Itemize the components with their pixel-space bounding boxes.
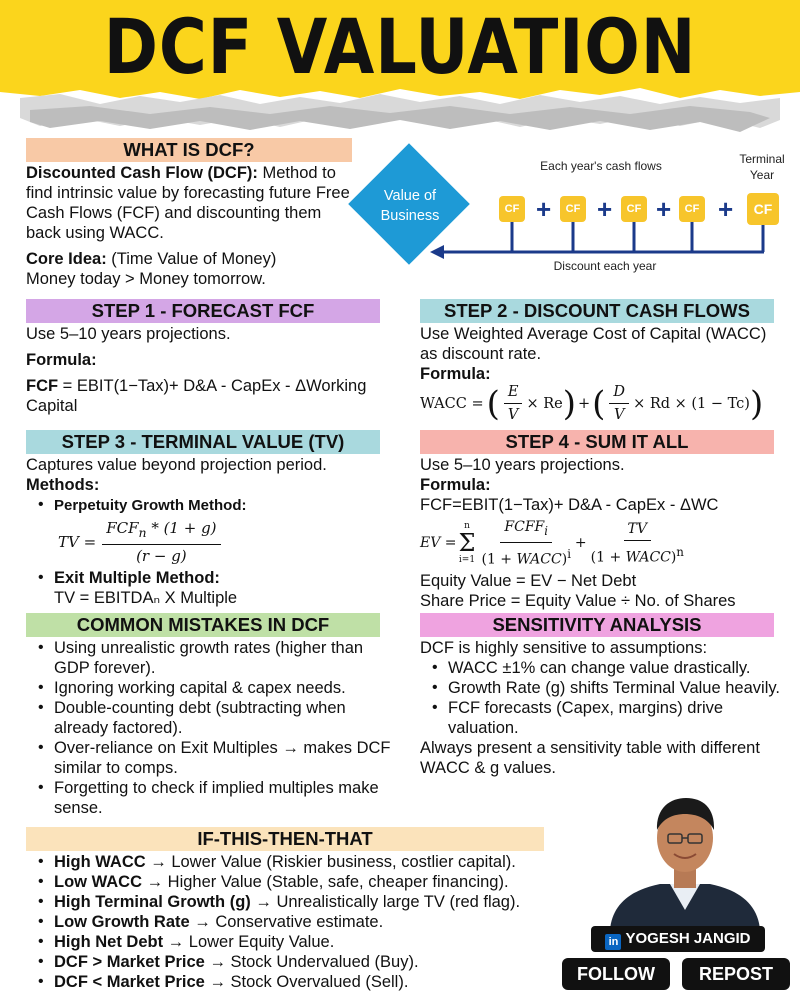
ifthen-heading: IF-THIS-THEN-THAT: [26, 827, 544, 851]
step4-heading: STEP 4 - SUM IT ALL: [420, 430, 774, 454]
ifthen-list: [32, 852, 572, 992]
step2-body: [420, 324, 780, 425]
cf-box-4: CF: [679, 196, 705, 222]
step3-methods-list: [32, 495, 396, 608]
author-name: YOGESH JANGID: [625, 930, 751, 947]
step3-body: [26, 455, 396, 608]
cf-box-terminal: CF: [747, 193, 779, 225]
author-name-badge: [591, 926, 765, 952]
plus-sign-4: +: [718, 194, 734, 224]
step1-line1: Use 5–10 years projections.: [26, 325, 231, 343]
dcf-definition-text: Method to find intrinsic value by forecasting future Free Cash Flows (FCF) and discounting them back using WACC.: [26, 164, 350, 242]
step4-body: [420, 455, 780, 611]
ifthen-result: → Lower Equity Value.: [163, 933, 335, 951]
step1-body: [26, 324, 386, 416]
sensitivity-heading: SENSITIVITY ANALYSIS: [420, 613, 774, 637]
ifthen-condition: Low Growth Rate: [54, 913, 190, 931]
perpetuity-method: [32, 495, 396, 566]
ifthen-condition: Low WACC: [54, 873, 142, 891]
list-item: • Double-counting debt (subtracting when already factored).: [32, 698, 392, 738]
step3-heading: STEP 3 - TERMINAL VALUE (TV): [26, 430, 380, 454]
ifthen-condition: High WACC: [54, 853, 146, 871]
core-idea-text: (Time Value of Money): [111, 250, 277, 268]
core-idea-label: Core Idea:: [26, 250, 107, 268]
author-photo: [590, 790, 780, 930]
list-item: [32, 952, 572, 972]
list-item: [32, 912, 572, 932]
ifthen-result: → Lower Value (Riskier business, costlier capital).: [145, 853, 516, 871]
step2-formula-label: Formula:: [420, 365, 491, 383]
sensitivity-outro: Always present a sensitivity table with different WACC & g values.: [420, 739, 760, 777]
list-item: • Over-reliance on Exit Multiples → makes DCF similar to comps.: [32, 738, 392, 778]
dcf-definition-label: Discounted Cash Flow (DCF):: [26, 164, 258, 182]
step1-heading: STEP 1 - FORECAST FCF: [26, 299, 380, 323]
list-item: [32, 872, 572, 892]
list-item: [32, 852, 572, 872]
ifthen-result: → Stock Undervalued (Buy).: [204, 953, 419, 971]
cf-box-1: CF: [499, 196, 525, 222]
list-item: • Growth Rate (g) shifts Terminal Value heavily.: [426, 678, 785, 698]
step1-formula-label: Formula:: [26, 351, 97, 369]
core-idea-line2: Money today > Money tomorrow.: [26, 270, 266, 288]
ifthen-result: → Conservative estimate.: [189, 913, 384, 931]
ev-formula: EV = n Σ i=1 $\frac{FCFF_i}{(1 + WACC)^i}$ + $\frac{TV}{(1 + WACC)^n}$: [420, 519, 684, 568]
discount-each-year-label: Discount each year: [553, 259, 657, 273]
sensitivity-list: [426, 658, 785, 738]
exit-multiple-text: TV = EBITDAₙ X Multiple: [54, 589, 238, 607]
linkedin-icon: in: [605, 934, 621, 950]
ifthen-result: → Higher Value (Stable, safe, cheaper financing).: [142, 873, 509, 891]
list-item: [32, 892, 572, 912]
ifthen-condition: DCF < Market Price: [54, 973, 205, 991]
list-item: [32, 972, 572, 992]
step4-line1: Use 5–10 years projections.: [420, 456, 625, 474]
share-price-line: Share Price = Equity Value ÷ No. of Shares: [420, 592, 736, 611]
exit-multiple-label: Exit Multiple Method:: [54, 569, 220, 587]
perpetuity-formula: TV = $\frac{FCF_n * (1 + g)}{(r - g)}$: [58, 518, 396, 566]
ifthen-condition: DCF > Market Price: [54, 953, 205, 971]
mistakes-list: [32, 638, 392, 818]
ifthen-condition: High Net Debt: [54, 933, 164, 951]
ifthen-result: → Unrealistically large TV (red flag).: [250, 893, 521, 911]
step4-formula-label: Formula:: [420, 476, 491, 494]
list-item: • Ignoring working capital & capex needs.: [32, 678, 392, 698]
step2-line1: Use Weighted Average Cost of Capital (WACC) as discount rate.: [420, 325, 767, 363]
what-is-dcf-heading: WHAT IS DCF?: [26, 138, 352, 162]
step3-line1: Captures value beyond projection period.: [26, 456, 327, 474]
exit-multiple-method: [32, 568, 396, 608]
ifthen-condition: High Terminal Growth (g): [54, 893, 251, 911]
page-title: DCF VALUATION: [103, 2, 697, 91]
step1-fcf-formula: [26, 376, 386, 416]
list-item: • Using unrealistic growth rates (higher than GDP forever).: [32, 638, 392, 678]
follow-button[interactable]: FOLLOW: [562, 958, 670, 990]
cf-box-2: CF: [560, 196, 586, 222]
equity-value-line: Equity Value = EV − Net Debt: [420, 572, 637, 591]
plus-sign-1: +: [536, 194, 552, 224]
plus-sign-2: +: [597, 194, 613, 224]
wacc-formula: WACC = ( $\frac{E}{V}$ × Re ) + ( $\frac{D}{V}$ × Rd × (1 − Tc) ): [420, 383, 764, 424]
list-item: • FCF forecasts (Capex, margins) drive valuation.: [426, 698, 785, 738]
value-of-business-label: Value of Business: [380, 188, 440, 224]
step3-methods-label: Methods:: [26, 476, 100, 494]
sensitivity-body: [420, 638, 785, 778]
list-item: • WACC ±1% can change value drastically.: [426, 658, 785, 678]
list-item: [32, 932, 572, 952]
ifthen-result: → Stock Overvalued (Sell).: [204, 973, 409, 991]
sensitivity-intro: DCF is highly sensitive to assumptions:: [420, 639, 708, 657]
step1-fcf-label: FCF: [26, 377, 59, 395]
step4-fcf-line: FCF=EBIT(1−Tax)+ D&A - CapEx - ΔWC: [420, 496, 719, 514]
terminal-year-label: Terminal Year: [739, 152, 785, 182]
mistakes-heading: COMMON MISTAKES IN DCF: [26, 613, 380, 637]
step1-fcf-text: = EBIT(1−Tax)+ D&A - CapEx - ΔWorking Capital: [26, 377, 367, 415]
cf-box-3: CF: [621, 196, 647, 222]
each-year-label: Each year's cash flows: [540, 159, 662, 173]
perpetuity-label: Perpetuity Growth Method:: [54, 497, 247, 514]
repost-button[interactable]: REPOST: [682, 958, 790, 990]
step2-heading: STEP 2 - DISCOUNT CASH FLOWS: [420, 299, 774, 323]
plus-sign-3: +: [656, 194, 672, 224]
list-item: • Forgetting to check if implied multiples make sense.: [32, 778, 392, 818]
